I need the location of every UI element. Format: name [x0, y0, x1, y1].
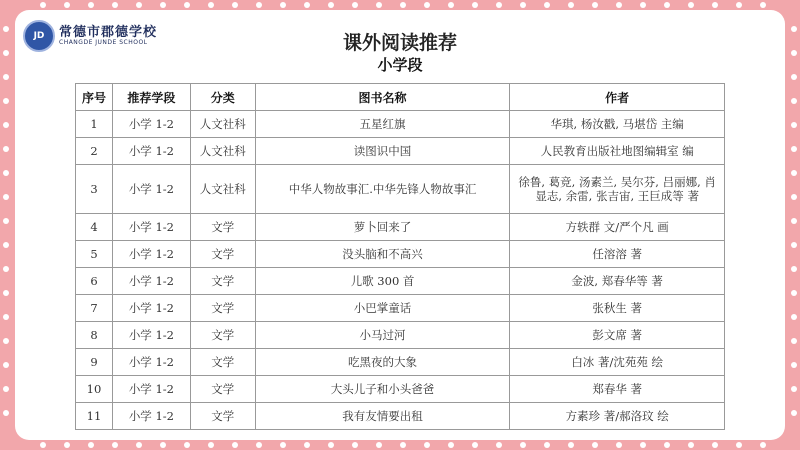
frame-dot: [208, 2, 214, 8]
frame-dot: [3, 26, 9, 32]
slide-panel: [15, 10, 785, 440]
frame-dot: [791, 266, 797, 272]
table-row: [76, 241, 725, 268]
row-category: 文学: [190, 403, 255, 430]
table-row: [76, 403, 725, 430]
row-book-title: 中华人物故事汇.中华先锋人物故事汇: [255, 165, 510, 214]
frame-dot: [400, 442, 406, 448]
frame-dot: [448, 2, 454, 8]
frame-dot: [3, 386, 9, 392]
frame-dot: [136, 442, 142, 448]
frame-dot: [136, 2, 142, 8]
frame-dot: [3, 122, 9, 128]
row-category: 文学: [190, 241, 255, 268]
row-category: 文学: [190, 376, 255, 403]
row-category: 人文社科: [190, 165, 255, 214]
frame-dot: [664, 442, 670, 448]
header-author: 作者: [510, 84, 725, 111]
row-stage: 小学 1-2: [112, 214, 190, 241]
header-book: 图书名称: [255, 84, 510, 111]
frame-dot: [280, 442, 286, 448]
row-book-title: 小马过河: [255, 322, 510, 349]
school-emblem-icon: JD: [23, 20, 55, 52]
frame-dot: [3, 194, 9, 200]
frame-dot: [496, 442, 502, 448]
frame-dot: [791, 122, 797, 128]
row-category: 人文社科: [190, 138, 255, 165]
frame-dot: [544, 2, 550, 8]
row-number: 4: [76, 214, 113, 241]
row-category: 人文社科: [190, 111, 255, 138]
frame-dot: [40, 442, 46, 448]
frame-dot: [256, 442, 262, 448]
frame-dot: [791, 314, 797, 320]
frame-dot: [472, 442, 478, 448]
row-category: 文学: [190, 214, 255, 241]
row-author: 彭文席 著: [510, 322, 725, 349]
frame-dot: [664, 2, 670, 8]
frame-dot: [64, 442, 70, 448]
table-row: [76, 322, 725, 349]
school-name-cn: 常德市郡德学校: [59, 25, 158, 41]
frame-dot: [328, 2, 334, 8]
frame-dot: [160, 2, 166, 8]
frame-dot: [3, 146, 9, 152]
table-row: [76, 111, 725, 138]
frame-dot: [3, 290, 9, 296]
frame-dot: [376, 442, 382, 448]
frame-dot: [3, 338, 9, 344]
frame-dot: [352, 442, 358, 448]
frame-dot: [3, 266, 9, 272]
frame-dot: [688, 442, 694, 448]
frame-dot: [112, 442, 118, 448]
frame-dot: [88, 2, 94, 8]
table-row: [76, 376, 725, 403]
row-stage: 小学 1-2: [112, 403, 190, 430]
page-title: 课外阅读推荐: [342, 32, 457, 54]
row-number: 5: [76, 241, 113, 268]
row-stage: 小学 1-2: [112, 295, 190, 322]
row-number: 1: [76, 111, 113, 138]
frame-dot: [376, 2, 382, 8]
school-name-en: CHANGDE JUNDE SCHOOL: [59, 38, 148, 46]
frame-dot: [280, 2, 286, 8]
frame-dot: [304, 442, 310, 448]
row-book-title: 大头儿子和小头爸爸: [255, 376, 510, 403]
row-book-title: 五星红旗: [255, 111, 510, 138]
frame-dot: [64, 2, 70, 8]
frame-dot: [592, 442, 598, 448]
frame-dot: [760, 2, 766, 8]
row-author: 白冰 著/沈苑苑 绘: [510, 349, 725, 376]
frame-dot: [791, 290, 797, 296]
frame-dot: [448, 442, 454, 448]
row-book-title: 我有友情要出租: [255, 403, 510, 430]
frame-dot: [736, 442, 742, 448]
row-number: 8: [76, 322, 113, 349]
frame-dot: [688, 2, 694, 8]
row-author: 郑春华 著: [510, 376, 725, 403]
frame-dot: [424, 442, 430, 448]
frame-dot: [712, 442, 718, 448]
frame-dot: [791, 242, 797, 248]
frame-dot: [791, 410, 797, 416]
frame-dot: [88, 442, 94, 448]
frame-dot: [3, 98, 9, 104]
row-number: 6: [76, 268, 113, 295]
row-category: 文学: [190, 349, 255, 376]
frame-dot: [616, 2, 622, 8]
frame-dot: [568, 2, 574, 8]
row-author: 任溶溶 著: [510, 241, 725, 268]
row-stage: 小学 1-2: [112, 111, 190, 138]
frame-dot: [3, 410, 9, 416]
frame-dot: [520, 2, 526, 8]
page-subtitle: 小学段: [377, 56, 423, 74]
frame-dot: [791, 386, 797, 392]
frame-dot: [640, 442, 646, 448]
table-header-row: [76, 84, 725, 111]
frame-dot: [791, 218, 797, 224]
row-stage: 小学 1-2: [112, 241, 190, 268]
frame-dot: [791, 50, 797, 56]
frame-dot: [616, 442, 622, 448]
row-category: 文学: [190, 268, 255, 295]
row-category: 文学: [190, 322, 255, 349]
frame-dot: [352, 2, 358, 8]
frame-dot: [3, 74, 9, 80]
table-row: [76, 165, 725, 214]
frame-dot: [232, 442, 238, 448]
frame-dot: [400, 2, 406, 8]
row-book-title: 没头脑和不高兴: [255, 241, 510, 268]
frame-dot: [496, 2, 502, 8]
frame-dot: [520, 442, 526, 448]
row-book-title: 萝卜回来了: [255, 214, 510, 241]
row-number: 2: [76, 138, 113, 165]
row-number: 9: [76, 349, 113, 376]
frame-dot: [424, 2, 430, 8]
row-stage: 小学 1-2: [112, 165, 190, 214]
frame-dot: [184, 2, 190, 8]
row-author: 徐鲁, 葛竞, 汤素兰, 吴尔芬, 吕丽娜, 肖显志, 余雷, 张吉宙, 王巨成等 著: [510, 165, 725, 214]
frame-dot: [592, 2, 598, 8]
frame-dot: [208, 442, 214, 448]
frame-dot: [40, 2, 46, 8]
row-stage: 小学 1-2: [112, 322, 190, 349]
header-stage: 推荐学段: [112, 84, 190, 111]
row-number: 3: [76, 165, 113, 214]
row-stage: 小学 1-2: [112, 268, 190, 295]
frame-dot: [791, 194, 797, 200]
row-category: 文学: [190, 295, 255, 322]
row-book-title: 吃黑夜的大象: [255, 349, 510, 376]
frame-dot: [232, 2, 238, 8]
frame-dot: [791, 170, 797, 176]
frame-dot: [3, 50, 9, 56]
frame-dot: [791, 338, 797, 344]
row-book-title: 儿歌 300 首: [255, 268, 510, 295]
frame-dot: [3, 314, 9, 320]
row-stage: 小学 1-2: [112, 138, 190, 165]
frame-dot: [791, 98, 797, 104]
frame-dot: [112, 2, 118, 8]
frame-dot: [472, 2, 478, 8]
row-author: 方轶群 文/严个凡 画: [510, 214, 725, 241]
frame-dot: [760, 442, 766, 448]
table-row: [76, 138, 725, 165]
frame-dot: [791, 74, 797, 80]
row-stage: 小学 1-2: [112, 376, 190, 403]
frame-dot: [791, 362, 797, 368]
table-row: [76, 295, 725, 322]
row-book-title: 小巴掌童话: [255, 295, 510, 322]
frame-dot: [184, 442, 190, 448]
row-number: 11: [76, 403, 113, 430]
header-category: 分类: [190, 84, 255, 111]
frame-dot: [160, 442, 166, 448]
row-author: 张秋生 著: [510, 295, 725, 322]
frame-dot: [3, 218, 9, 224]
header-no: 序号: [76, 84, 113, 111]
row-author: 金波, 郑春华等 著: [510, 268, 725, 295]
row-author: 方素珍 著/郝洛玟 绘: [510, 403, 725, 430]
frame-dot: [791, 146, 797, 152]
frame-dot: [568, 442, 574, 448]
frame-dot: [791, 26, 797, 32]
frame-dot: [640, 2, 646, 8]
frame-dot: [3, 242, 9, 248]
row-author: 华琪, 杨汝戳, 马堪岱 主编: [510, 111, 725, 138]
frame-dot: [256, 2, 262, 8]
frame-dot: [3, 170, 9, 176]
frame-dot: [328, 442, 334, 448]
row-stage: 小学 1-2: [112, 349, 190, 376]
row-number: 7: [76, 295, 113, 322]
row-number: 10: [76, 376, 113, 403]
reading-list-table: [75, 83, 725, 430]
table-row: [76, 214, 725, 241]
frame-dot: [712, 2, 718, 8]
frame-dot: [736, 2, 742, 8]
frame-dot: [3, 362, 9, 368]
table-row: [76, 268, 725, 295]
row-book-title: 读图识中国: [255, 138, 510, 165]
frame-dot: [544, 442, 550, 448]
frame-dot: [304, 2, 310, 8]
table-row: [76, 349, 725, 376]
row-author: 人民教育出版社地图编辑室 编: [510, 138, 725, 165]
